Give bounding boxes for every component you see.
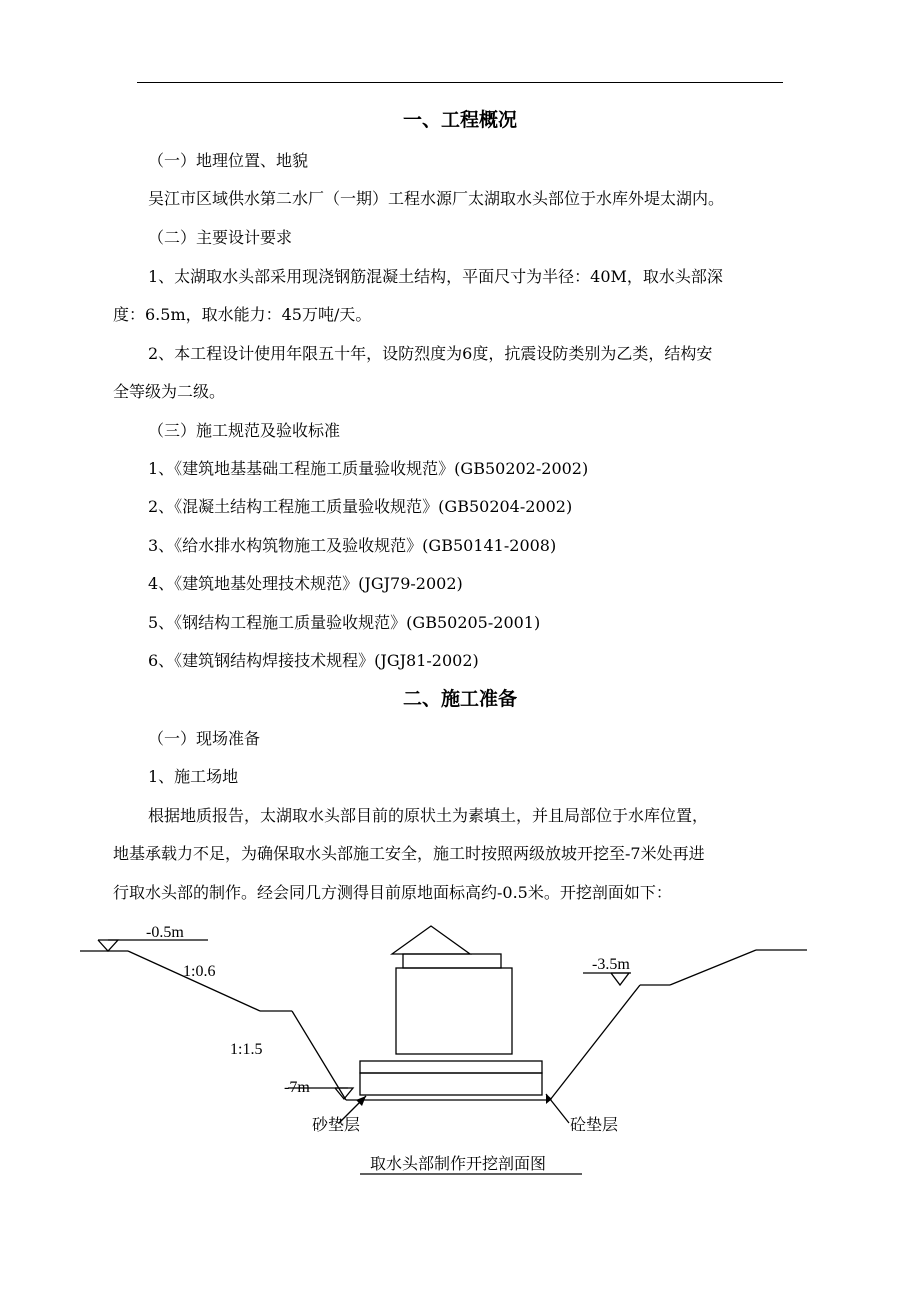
standard-item: 3、《给水排水构筑物施工及验收规范》(GB50141-2008) [148,536,557,555]
paragraph-design-2a: 2、本工程设计使用年限五十年，设防烈度为6度，抗震设防类别为乙类，结构安 [148,344,713,363]
arrowhead-concrete [546,1094,552,1104]
structure-cap [403,954,501,968]
paragraph-design-1a: 1、太湖取水头部采用现浇钢筋混凝土结构，平面尺寸为半径：40M，取水头部深 [148,267,723,286]
standard-item: 5、《钢结构工程施工质量验收规范》(GB50205-2001) [148,613,541,632]
standard-item: 6、《建筑钢结构焊接技术规程》(JGJ81-2002) [148,651,479,670]
paragraph-site-a: 根据地质报告，太湖取水头部目前的原状土为素填土，并且局部位于水库位置， [148,806,709,825]
slope-upper-left [128,951,260,1011]
item-construction-site: 1、施工场地 [148,767,239,786]
paragraph-design-2b: 全等级为二级。 [113,382,226,401]
paragraph-design-1b: 度：6.5m，取水能力：45万吨/天。 [113,305,372,324]
paragraph-site-b: 地基承载力不足，为确保取水头部施工安全，施工时按照两级放坡开挖至-7米处再进 [113,844,705,863]
excavation-section-diagram [80,918,815,1180]
paragraph-location: 吴江市区域供水第二水厂（一期）工程水源厂太湖取水头部位于水库外堤太湖内。 [148,189,725,208]
slope-upper-right [670,950,756,985]
label-elev-bottom: -7m [284,1079,310,1096]
concrete-cushion [360,1061,542,1073]
section-2-title: 二、施工准备 [402,688,517,710]
subsection-standards: （三）施工规范及验收标准 [148,421,341,440]
diagram-caption: 取水头部制作开挖剖面图 [370,1156,547,1173]
structure-tower [396,968,512,1054]
slope-right [550,985,640,1100]
subsection-design-requirements: （二）主要设计要求 [148,228,293,247]
subsection-site-preparation: （一）现场准备 [148,729,261,748]
standard-item: 1、《建筑地基基础工程施工质量验收规范》(GB50202-2002) [148,459,589,478]
elevation-marker-right [611,973,629,985]
label-elev-right: -3.5m [592,956,630,973]
elevation-marker-top [98,940,118,951]
label-elev-top: -0.5m [146,924,184,941]
sand-cushion [360,1073,542,1095]
label-slope-lower: 1:1.5 [230,1041,263,1058]
standard-item: 4、《建筑地基处理技术规范》(JGJ79-2002) [148,574,463,593]
label-sand-layer: 砂垫层 [312,1117,361,1134]
standard-item: 2、《混凝土结构工程施工质量验收规范》(GB50204-2002) [148,497,573,516]
label-slope-upper: 1:0.6 [183,963,216,980]
label-concrete-layer: 砼垫层 [570,1117,619,1134]
section-1-title: 一、工程概况 [402,109,517,131]
structure-roof [392,926,470,954]
header-rule [137,82,783,83]
paragraph-site-c: 行取水头部的制作。经会同几方测得目前原地面标高约-0.5米。开挖剖面如下： [113,883,672,902]
subsection-location: （一）地理位置、地貌 [148,151,309,170]
